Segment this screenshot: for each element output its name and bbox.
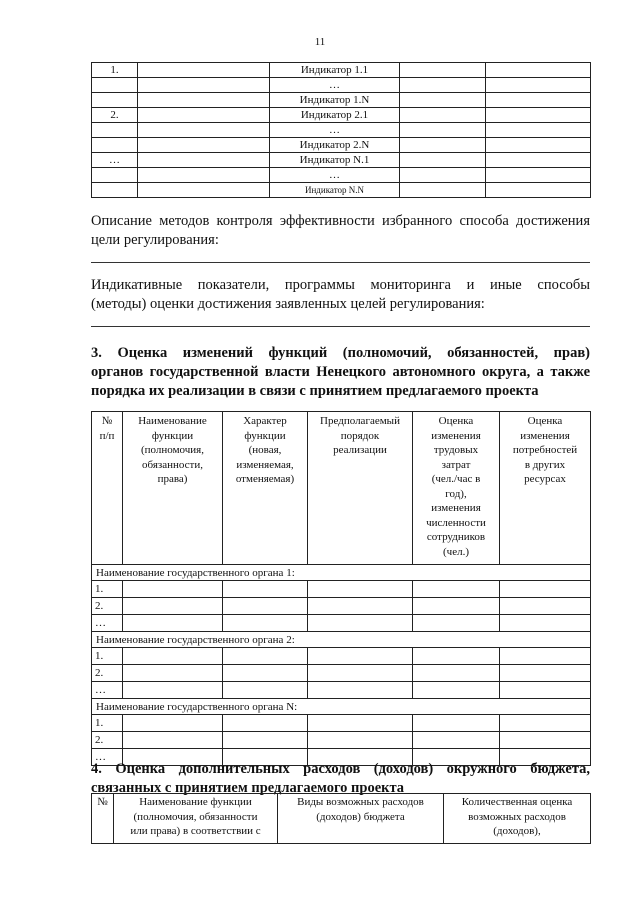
empty-cell bbox=[500, 598, 591, 615]
indicator-cell bbox=[486, 138, 591, 153]
indicator-cell bbox=[138, 168, 270, 183]
function-row bbox=[92, 615, 591, 632]
row-number: 2. bbox=[92, 598, 123, 615]
indicator-cell bbox=[400, 63, 486, 78]
empty-cell bbox=[308, 648, 413, 665]
empty-cell bbox=[500, 615, 591, 632]
empty-cell bbox=[413, 615, 500, 632]
indicator-row bbox=[92, 138, 591, 153]
budget-expenses-table bbox=[91, 793, 591, 844]
empty-cell bbox=[308, 581, 413, 598]
empty-cell bbox=[413, 732, 500, 749]
empty-cell bbox=[123, 715, 223, 732]
empty-cell bbox=[123, 665, 223, 682]
row-number: 2. bbox=[92, 665, 123, 682]
indicator-cell bbox=[486, 93, 591, 108]
row-number: … bbox=[92, 615, 123, 632]
org-name: Наименование государственного органа 2: bbox=[92, 632, 591, 648]
empty-cell bbox=[308, 598, 413, 615]
empty-cell bbox=[500, 665, 591, 682]
indicator-cell: Индикатор N.1 bbox=[270, 153, 400, 168]
indicator-cell bbox=[138, 123, 270, 138]
org-name: Наименование государственного органа 1: bbox=[92, 565, 591, 581]
indicator-row bbox=[92, 63, 591, 78]
column-header: Оценка изменения потребностей в других ресурсах bbox=[500, 412, 591, 565]
indicator-cell bbox=[400, 93, 486, 108]
function-row bbox=[92, 715, 591, 732]
indicator-cell bbox=[486, 153, 591, 168]
function-row bbox=[92, 598, 591, 615]
indicator-cell bbox=[92, 168, 138, 183]
indicator-row bbox=[92, 183, 591, 198]
indicator-cell bbox=[400, 168, 486, 183]
empty-cell bbox=[123, 615, 223, 632]
indicator-cell bbox=[486, 108, 591, 123]
empty-cell bbox=[223, 598, 308, 615]
empty-cell bbox=[223, 732, 308, 749]
indicator-cell: Индикатор N.N bbox=[270, 183, 400, 198]
empty-cell bbox=[123, 648, 223, 665]
row-number: 1. bbox=[92, 648, 123, 665]
indicator-cell bbox=[486, 78, 591, 93]
indicator-cell: Индикатор 1.1 bbox=[270, 63, 400, 78]
empty-cell bbox=[413, 665, 500, 682]
org-name: Наименование государственного органа N: bbox=[92, 699, 591, 715]
empty-cell bbox=[500, 732, 591, 749]
empty-cell bbox=[413, 648, 500, 665]
indicator-cell bbox=[92, 183, 138, 198]
indicator-cell bbox=[400, 153, 486, 168]
empty-cell bbox=[308, 682, 413, 699]
empty-cell bbox=[413, 598, 500, 615]
indicator-row bbox=[92, 78, 591, 93]
functions-changes-table bbox=[91, 411, 591, 766]
column-header: № п/п bbox=[92, 412, 123, 565]
indicator-cell: … bbox=[270, 123, 400, 138]
indicator-row bbox=[92, 93, 591, 108]
row-number: … bbox=[92, 749, 123, 766]
indicator-cell: … bbox=[270, 78, 400, 93]
row-number: 1. bbox=[92, 581, 123, 598]
empty-cell bbox=[123, 682, 223, 699]
column-header: Наименование функции (полномочия, обязанности или права) в соответствии с bbox=[114, 794, 278, 844]
indicator-cell: 1. bbox=[92, 63, 138, 78]
empty-cell bbox=[308, 715, 413, 732]
org-row bbox=[92, 565, 591, 581]
empty-cell bbox=[223, 715, 308, 732]
empty-cell bbox=[500, 581, 591, 598]
function-row bbox=[92, 581, 591, 598]
column-header: Предполагаемый порядок реализации bbox=[308, 412, 413, 565]
empty-cell bbox=[500, 682, 591, 699]
indicator-cell bbox=[138, 93, 270, 108]
section-4-heading: 4. Оценка дополнительных расходов (доходов) окружного бюджета, связанных с принятием предлагаемого проекта bbox=[91, 761, 590, 796]
row-number: … bbox=[92, 682, 123, 699]
indicator-row bbox=[92, 123, 591, 138]
empty-cell bbox=[123, 581, 223, 598]
row-number: 2. bbox=[92, 732, 123, 749]
indicator-cell bbox=[138, 153, 270, 168]
indicator-cell bbox=[400, 183, 486, 198]
indicator-row bbox=[92, 153, 591, 168]
indicator-cell bbox=[400, 138, 486, 153]
indicator-row bbox=[92, 168, 591, 183]
indicator-cell: Индикатор 1.N bbox=[270, 93, 400, 108]
indicator-cell bbox=[486, 168, 591, 183]
indicator-cell: 2. bbox=[92, 108, 138, 123]
indicator-cell bbox=[400, 123, 486, 138]
empty-cell bbox=[308, 615, 413, 632]
org-row bbox=[92, 699, 591, 715]
empty-cell bbox=[223, 665, 308, 682]
indicator-cell bbox=[92, 138, 138, 153]
column-header: Оценка изменения трудовых затрат (чел./час в год), изменения численности сотрудников (чел.) bbox=[413, 412, 500, 565]
column-header: № bbox=[92, 794, 114, 844]
function-row bbox=[92, 732, 591, 749]
empty-cell bbox=[413, 715, 500, 732]
function-row bbox=[92, 682, 591, 699]
indicator-cell bbox=[92, 123, 138, 138]
answer-line-1 bbox=[91, 262, 590, 263]
indicator-cell bbox=[138, 138, 270, 153]
indicator-cell bbox=[138, 78, 270, 93]
column-header: Виды возможных расходов (доходов) бюджета bbox=[278, 794, 444, 844]
indicator-cell bbox=[92, 78, 138, 93]
indicator-row bbox=[92, 108, 591, 123]
empty-cell bbox=[123, 598, 223, 615]
function-row bbox=[92, 648, 591, 665]
column-header: Количественная оценка возможных расходов (доходов), bbox=[444, 794, 591, 844]
empty-cell bbox=[500, 715, 591, 732]
answer-line-2 bbox=[91, 326, 590, 327]
indicator-cell: Индикатор 2.1 bbox=[270, 108, 400, 123]
indicators-description: Индикативные показатели, программы мониторинга и иные способы (методы) оценки достижения заявленных целей регулирования: bbox=[91, 277, 590, 312]
empty-cell bbox=[308, 732, 413, 749]
indicator-cell bbox=[138, 108, 270, 123]
empty-cell bbox=[308, 665, 413, 682]
org-row bbox=[92, 632, 591, 648]
empty-cell bbox=[223, 682, 308, 699]
page-number: 11 bbox=[314, 36, 326, 48]
indicator-cell: … bbox=[92, 153, 138, 168]
function-row bbox=[92, 665, 591, 682]
indicator-cell bbox=[400, 78, 486, 93]
empty-cell bbox=[500, 648, 591, 665]
indicator-cell bbox=[486, 123, 591, 138]
indicator-cell bbox=[138, 183, 270, 198]
row-number: 1. bbox=[92, 715, 123, 732]
indicator-cell bbox=[486, 63, 591, 78]
empty-cell bbox=[123, 732, 223, 749]
empty-cell bbox=[223, 648, 308, 665]
empty-cell bbox=[223, 615, 308, 632]
empty-cell bbox=[223, 581, 308, 598]
indicator-cell: … bbox=[270, 168, 400, 183]
column-header: Наименование функции (полномочия, обязанности, права) bbox=[123, 412, 223, 565]
empty-cell bbox=[413, 581, 500, 598]
section-3-heading: 3. Оценка изменений функций (полномочий, обязанностей, прав) органов государственной власти Ненецкого автономного округа, а также порядка их реализации в связи с принятием предлагаемого проекта bbox=[91, 345, 590, 399]
indicator-cell bbox=[400, 108, 486, 123]
indicator-cell bbox=[138, 63, 270, 78]
empty-cell bbox=[413, 682, 500, 699]
indicator-cell: Индикатор 2.N bbox=[270, 138, 400, 153]
indicators-table bbox=[91, 62, 591, 198]
column-header: Характер функции (новая, изменяемая, отменяемая) bbox=[223, 412, 308, 565]
indicator-cell bbox=[486, 183, 591, 198]
methods-description: Описание методов контроля эффективности избранного способа достижения цели регулирования: bbox=[91, 213, 590, 248]
indicator-cell bbox=[92, 93, 138, 108]
